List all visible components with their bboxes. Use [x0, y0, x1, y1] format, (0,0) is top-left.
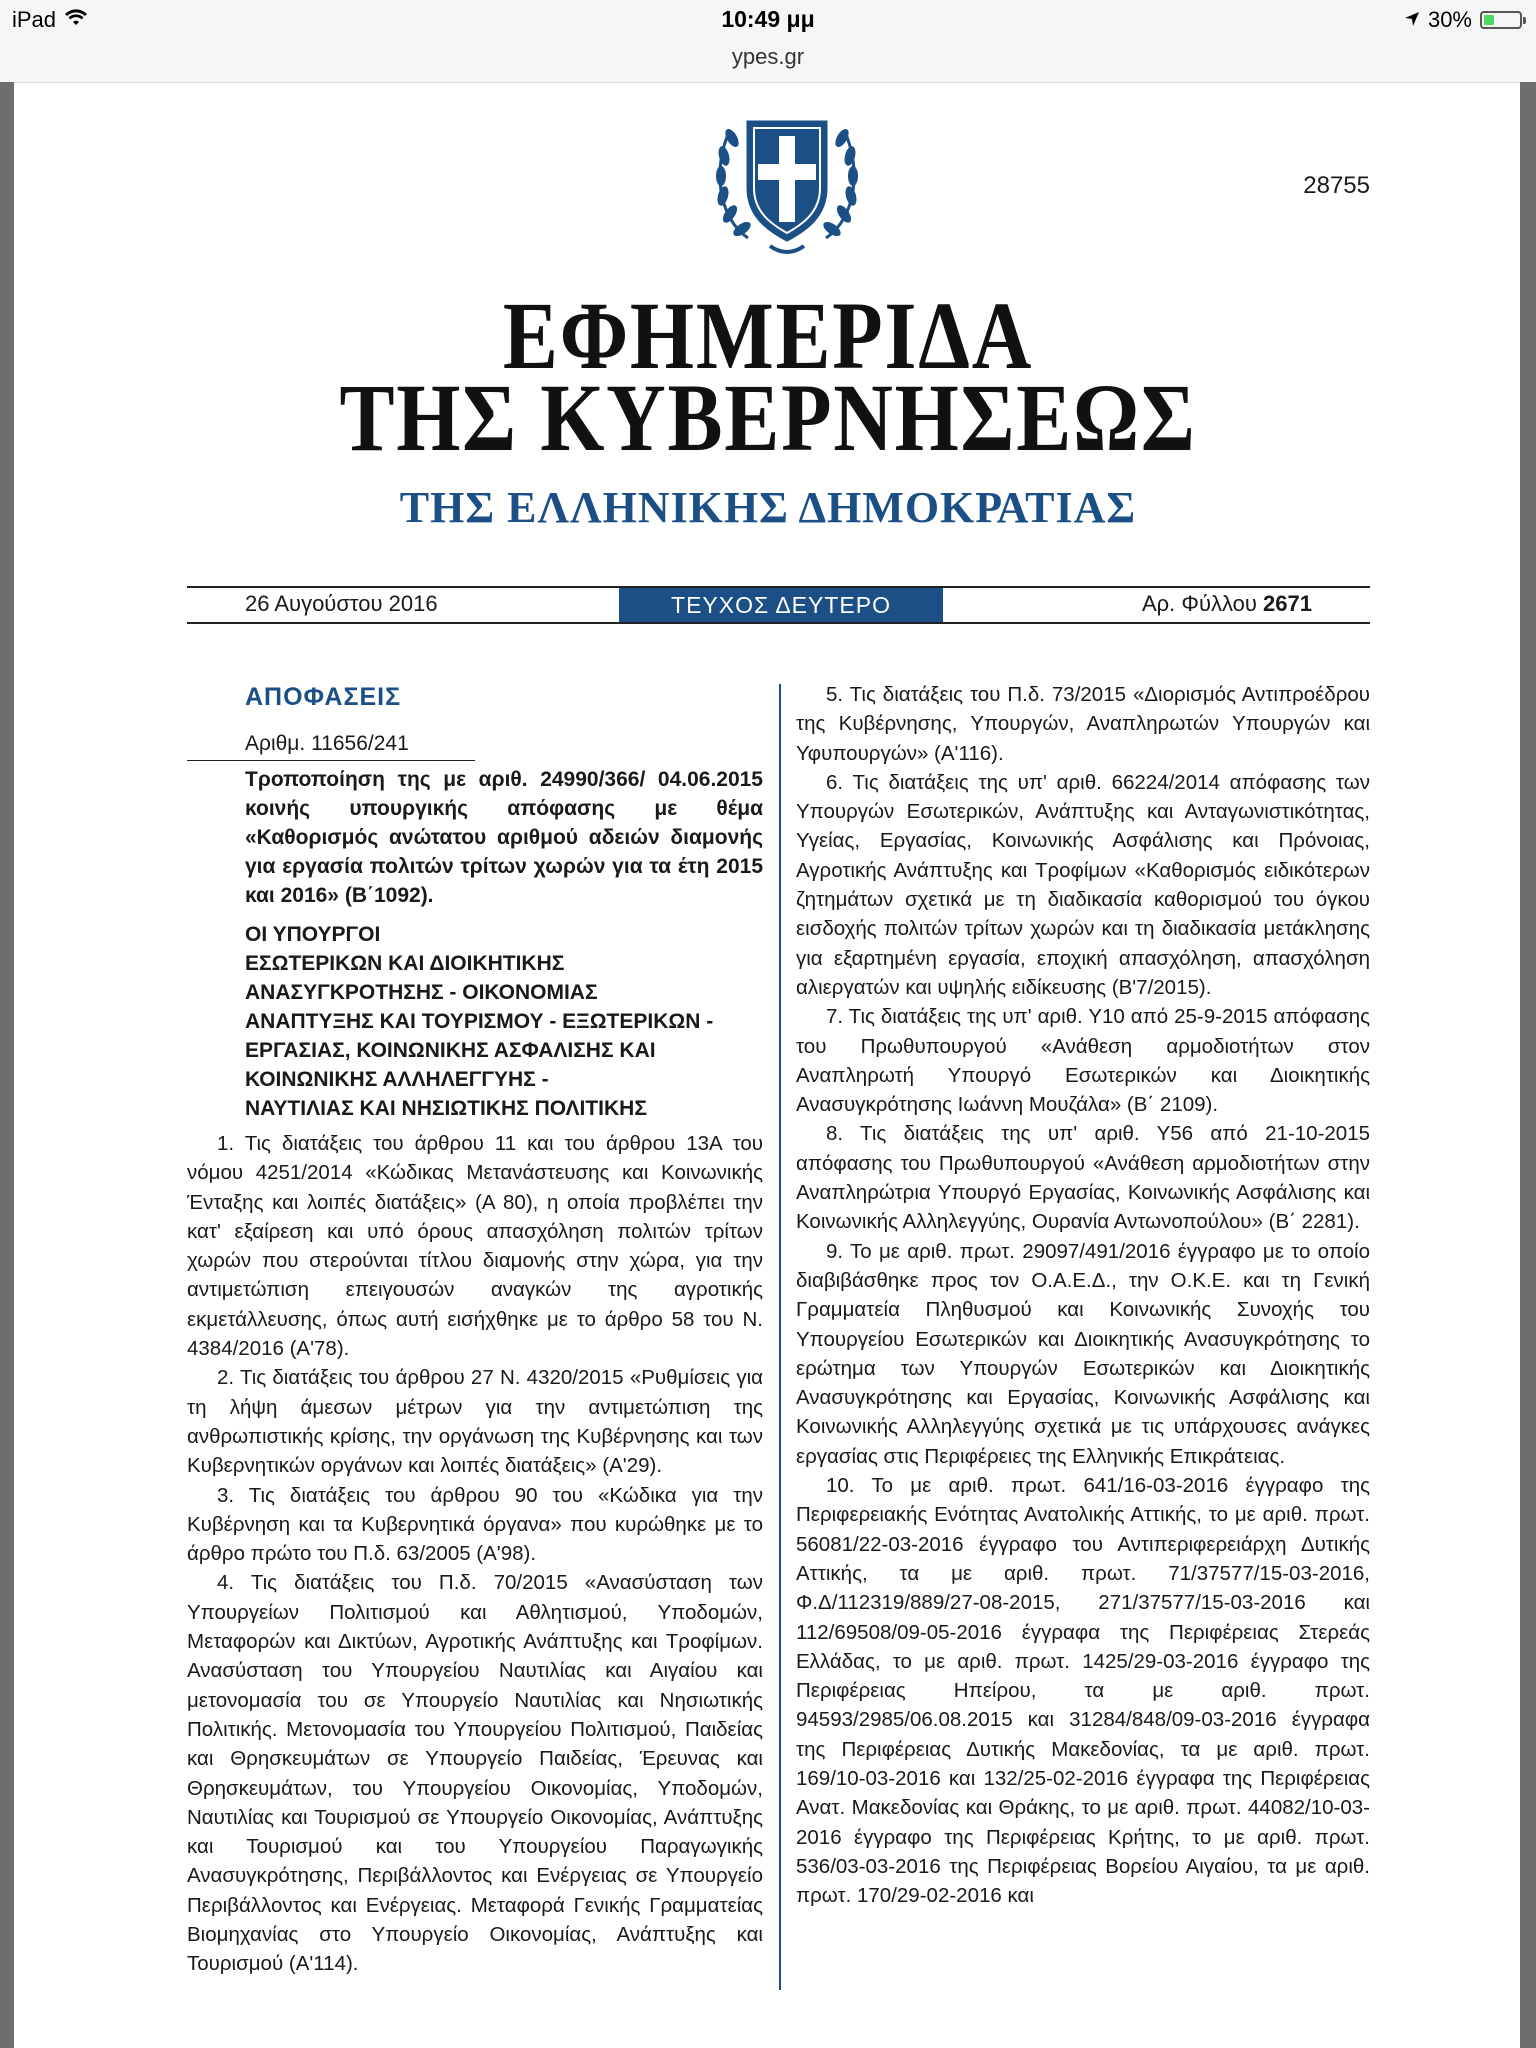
issue-type-badge: ΤΕΥΧΟΣ ΔΕΥΤΕΡΟ [619, 588, 943, 622]
paragraph: 3. Τις διατάξεις του άρθρου 90 του «Κώδικα για την Κυβέρνηση και τα Κυβερνητικά όργανα» που κυρώθηκε με το άρθρο πρώτο του Π.δ. 63/2005 (Α'98). [187, 1483, 763, 1566]
decision-number: Αριθμ. 11656/241 [245, 732, 409, 755]
masthead-republic: ΤΗΣ ΕΛΛΗΝΙΚΗΣ ΔΗΜΟΚΡΑΤΙΑΣ [399, 483, 1137, 532]
issue-sheet [1142, 591, 1312, 617]
device-name: iPad [12, 7, 57, 32]
paragraph: 7. Τις διατάξεις της υπ' αριθ. Υ10 από 25-9-2015 απόφασης του Πρωθυπουργού «Ανάθεση αρμοδιοτήτων στον Αναπληρωτή Υπουργό Εσωτερικών και Διοικητικής Ανασυγκρότησης Ιωάννη Μουζάλα» (Β΄ 2109). [796, 1005, 1370, 1117]
paragraph: 6. Τις διατάξεις της υπ' αριθ. 66224/2014 απόφασης των Υπουργών Εσωτερικών, Ανάπτυξης και Ανταγωνιστικότητας, Υγείας, Εργασίας, Κοινωνικής Ασφάλισης και Πρόνοιας, Αγροτικής Ανάπτυξης και Τροφίμων «Καθορισμός ειδικότερων ζητημάτων σχετικά με τη διαδικασία καθορισμού του όγκου εισδοχής πολιτών τρίτων χωρών και τη διαδικασία μετάκλησης για εξαρτημένη εργασία, εποχική απασχόληση, απασχόληση αλιεργατών και υψηλής ειδίκευσης (Β'7/2015). [796, 770, 1370, 999]
status-bar [0, 0, 1536, 83]
masthead-title: ΕΦΗΜΕΡΙΔΑ [502, 282, 1034, 389]
viewer-margin-left [0, 82, 14, 2048]
right-column [796, 680, 1370, 1910]
decision-title: Τροποποίηση της με αριθ. 24990/366/ 04.06.2015 κοινής υπουργικής απόφασης με θέμα «Καθορισμός ανώτατου αριθμού αδειών διαμονής για εργασία πολιτών τρίτων χωρών για τα έτη 2015 και 2016» (Β΄1092). [245, 768, 763, 907]
ministers-line: ΟΙ ΥΠΟΥΡΓΟΙ [245, 923, 381, 946]
paragraph: 5. Τις διατάξεις του Π.δ. 73/2015 «Διορισμός Αντιπροέδρου της Κυβέρνησης, Υπουργών, Αναπληρωτών Υπουργών και Υφυπουργών» (Α'116). [796, 683, 1370, 765]
ministers-line: ΝΑΥΤΙΛΙΑΣ ΚΑΙ ΝΗΣΙΩΤΙΚΗΣ ΠΟΛΙΤΙΚΗΣ [245, 1097, 647, 1120]
clock: 10:49 μμ [721, 6, 815, 32]
battery-percent: 30% [1427, 7, 1472, 32]
ministers-line: ΕΡΓΑΣΙΑΣ, ΚΟΙΝΩΝΙΚΗΣ ΑΣΦΑΛΙΣΗΣ ΚΑΙ [245, 1039, 656, 1062]
issue-sheet-number: 2671 [1263, 591, 1312, 616]
column-divider [779, 684, 781, 1990]
paragraph: 2. Τις διατάξεις του άρθρου 27 Ν. 4320/2015 «Ρυθμίσεις για τη λήψη άμεσων μέτρων για την αντιμετώπιση της ανθρωπιστικής κρίσης, την οργάνωση της Κυβέρνησης και των Κυβερνητικών οργάνων και λοιπές διατάξεις» (Α'29). [187, 1366, 763, 1478]
ministers-line: ΑΝΑΣΥΓΚΡΟΤΗΣΗΣ - ΟΙΚΟΝΟΜΙΑΣ [245, 981, 598, 1004]
address-bar-url[interactable]: ypes.gr [731, 44, 805, 69]
section-title: ΑΠΟΦΑΣΕΙΣ [245, 683, 402, 711]
ministers-line: ΑΝΑΠΤΥΞΗΣ ΚΑΙ ΤΟΥΡΙΣΜΟΥ - ΕΞΩΤΕΡΙΚΩΝ - [245, 1010, 714, 1033]
paragraph: 10. Το με αριθ. πρωτ. 641/16-03-2016 έγγραφο της Περιφερειακής Ενότητας Ανατολικής Αττικής, το με αριθ. πρωτ. 56081/22-03-2016 έγγραφο του Αντιπεριφερειάρχη Δυτικής Αττικής, τα με αριθ. πρωτ. 71/37577/15-03-2016, Φ.Δ/112319/889/27-08-2015, 271/37577/15-03-2016 και 112/69508/09-05-2016 έγγραφα της Περιφέρειας Στερεάς Ελλάδας, το με αριθ. πρωτ. 1425/29-03-2016 έγγραφο της Περιφέρειας Ηπείρου, τα με αριθ. πρωτ. 94593/2985/06.08.2015 και 31284/848/09-03-2016 έγγραφα της Περιφέρειας Δυτικής Μακεδονίας, τα με αριθ. πρωτ. 169/10-03-2016 και 132/25-02-2016 έγγραφα της Περιφέρειας Ανατ. Μακεδονίας και Θράκης, το με αριθ. πρωτ. 44082/10-03-2016 έγγραφο της Περιφέρειας Κρήτης, το με αριθ. πρωτ. 536/03-03-2016 της Περιφέρειας Βορείου Αιγαίου, τα με αριθ. πρωτ. 170/29-02-2016 και [796, 1474, 1370, 1908]
ministers-line: ΚΟΙΝΩΝΙΚΗΣ ΑΛΛΗΛΕΓΓΥΗΣ - [245, 1068, 549, 1091]
masthead-subtitle: ΤΗΣ ΚΥΒΕΡΝΗΣΕΩΣ [339, 364, 1197, 471]
paragraph: 1. Τις διατάξεις του άρθρου 11 και του άρθρου 13Α του νόμου 4251/2014 «Κώδικας Μετανάστευσης και Κοινωνικής Ένταξης και λοιπές διατάξεις» (Α 80), η οποία προβλέπει την κατ' εξαίρεση και υπό όρους απασχόληση πολιτών τρίτων χωρών που στερούνται τίτλου διαμονής στην χώρα, για την αντιμετώπιση επειγουσών αναγκών της αγροτικής εκμετάλλευσης, όπως αυτή εισήχθηκε με το άρθρο 58 του Ν. 4384/2016 (Α'78). [187, 1132, 763, 1361]
page-number: 28755 [1303, 172, 1370, 199]
location-arrow-icon [1404, 7, 1420, 33]
status-right [1404, 7, 1522, 33]
battery-fill [1484, 15, 1494, 25]
paragraph: 4. Τις διατάξεις του Π.δ. 70/2015 «Ανασύσταση των Υπουργείων Πολιτισμού και Αθλητισμού, Υποδομών, Μεταφορών και Δικτύων, Αγροτικής Ανάπτυξης και Τροφίμων. Ανασύσταση του Υπουργείου Ναυτιλίας και Αιγαίου και μετονομασία του σε Υπουργείο Ναυτιλίας και Νησιωτικής Πολιτικής. Μετονομασία του Υπουργείου Πολιτισμού, Παιδείας και Θρησκευμάτων σε Υπουργείο Παιδείας, Έρευνας και Θρησκευμάτων, του Υπουργείου Οικονομίας, Υποδομών, Ναυτιλίας και Τουρισμού σε Υπουργείο Οικονομίας, Ανάπτυξης και Τουρισμού και του Υπουργείου Παραγωγικής Ανασυγκρότησης, Περιβάλλοντος και Ενέργειας σε Υπουργείο Περιβάλλοντος και Ενέργειας. Μεταφορά Γενικής Γραμματείας Βιομηχανίας στο Υπουργείο Οικονομίας, Ανάπτυξης και Τουρισμού (Α'114). [187, 1571, 763, 1976]
paragraph: 9. Το με αριθ. πρωτ. 29097/491/2016 έγγραφο με το οποίο διαβιβάσθηκε προς τον Ο.Α.Ε.Δ., την Ο.Κ.Ε. και τη Γενική Γραμματεία Πληθυσμού και Κοινωνικής Συνοχής του Υπουργείου Εσωτερικών και Διοικητικής Ανασυγκρότησης το ερώτημα των Υπουργών Εσωτερικών και Διοικητικής Ανασυγκρότησης και Εργασίας, Κοινωνικής Ασφάλισης και Κοινωνικής Αλληλεγγύης σχετικά με τις υπάρχουσες ανάγκες εργασίας στις Περιφέρειες της Ελληνικής Επικράτειας. [796, 1239, 1370, 1468]
ministers-heading [245, 920, 763, 1123]
viewer-margin-right [1520, 82, 1536, 2048]
left-column [187, 680, 763, 1979]
battery-icon [1480, 11, 1522, 29]
decision-rule [187, 760, 475, 761]
issue-sheet-label: Αρ. Φύλλου [1141, 591, 1257, 616]
coat-of-arms-emblem [708, 108, 866, 264]
issue-bar [187, 586, 1370, 624]
issue-date: 26 Αυγούστου 2016 [245, 591, 438, 616]
paragraph: 8. Τις διατάξεις της υπ' αριθ. Υ56 από 21-10-2015 απόφασης του Πρωθυπουργού «Ανάθεση αρμοδιοτήτων στην Αναπληρώτρια Υπουργό Εργασίας, Κοινωνικής Ασφάλισης και Κοινωνικής Αλληλεγγύης, Ουρανία Αντωνοπούλου» (Β΄ 2281). [796, 1122, 1370, 1234]
ministers-line: ΕΣΩΤΕΡΙΚΩΝ ΚΑΙ ΔΙΟΙΚΗΤΙΚΗΣ [245, 952, 565, 975]
